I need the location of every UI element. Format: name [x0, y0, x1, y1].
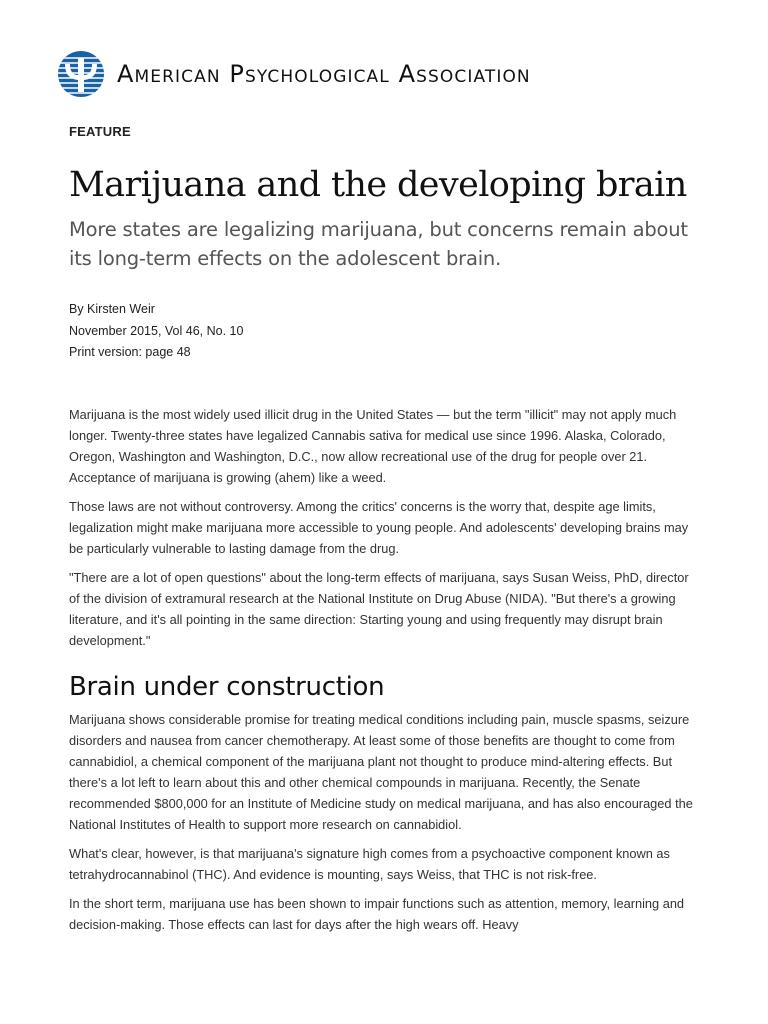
site-header: [57, 50, 531, 98]
paragraph: Those laws are not without controversy. Among the critics' concerns is the worry that, despite age limits, legalization might make marijuana more accessible to young people. And adolescents' developing brains may be particularly vulnerable to lasting damage from the drug.: [69, 498, 689, 556]
article-body: [69, 404, 699, 935]
paragraph: Marijuana is the most widely used illicit drug in the United States — but the term "illicit" may not apply much longer. Twenty-three states have legalized Cannabis sativa for medical use since 1996. Alaska, Colorado, Oregon, Washington and Washington, D.C., now allow recreational use of the drug for people over 21. Acceptance of marijuana is growing (ahem) like a weed.: [69, 406, 677, 485]
byline: By Kirsten Weir: [69, 302, 155, 316]
org-name[interactable]: American Psychological Association: [117, 60, 531, 88]
print-version: Print version: page 48: [69, 345, 191, 359]
article-subtitle: More states are legalizing marijuana, but concerns remain about its long-term effects on the adolescent brain.: [69, 218, 688, 270]
issue-date: November 2015, Vol 46, No. 10: [69, 323, 244, 338]
article: [69, 124, 699, 943]
paragraph: "There are a lot of open questions" about the long-term effects of marijuana, says Susan Weiss, PhD, director of the division of extramural research at the National Institute on Drug Abuse (NIDA). "But there's a growing literature, and it's all pointing in the same direction: Starting young and using frequently may disrupt brain development.": [69, 569, 689, 648]
paragraph: Marijuana shows considerable promise for treating medical conditions including pain, muscle spasms, seizure disorders and nausea from cancer chemotherapy. At least some of those benefits are thought to come from cannabidiol, a chemical component of the marijuana plant not thought to produce mind-altering effects. But there's a lot left to learn about this and other chemical compounds in marijuana. Recently, the Senate recommended $800,000 for an Institute of Medicine study on medical marijuana, and has also encouraged the National Institutes of Health to support more research on cannabidiol.: [69, 711, 693, 832]
article-title: Marijuana and the developing brain: [69, 165, 687, 205]
apa-logo-icon[interactable]: [57, 50, 105, 98]
article-kicker: FEATURE: [69, 124, 131, 139]
paragraph: In the short term, marijuana use has been shown to impair functions such as attention, memory, learning and decision-making. Those effects can last for days after the high wears off. Heavy: [69, 895, 685, 932]
section-heading: Brain under construction: [69, 671, 385, 702]
article-meta: [69, 299, 699, 364]
paragraph: What's clear, however, is that marijuana's signature high comes from a psychoactive component known as tetrahydrocannabinol (THC). And evidence is mounting, says Weiss, that THC is not risk-free.: [69, 845, 670, 882]
